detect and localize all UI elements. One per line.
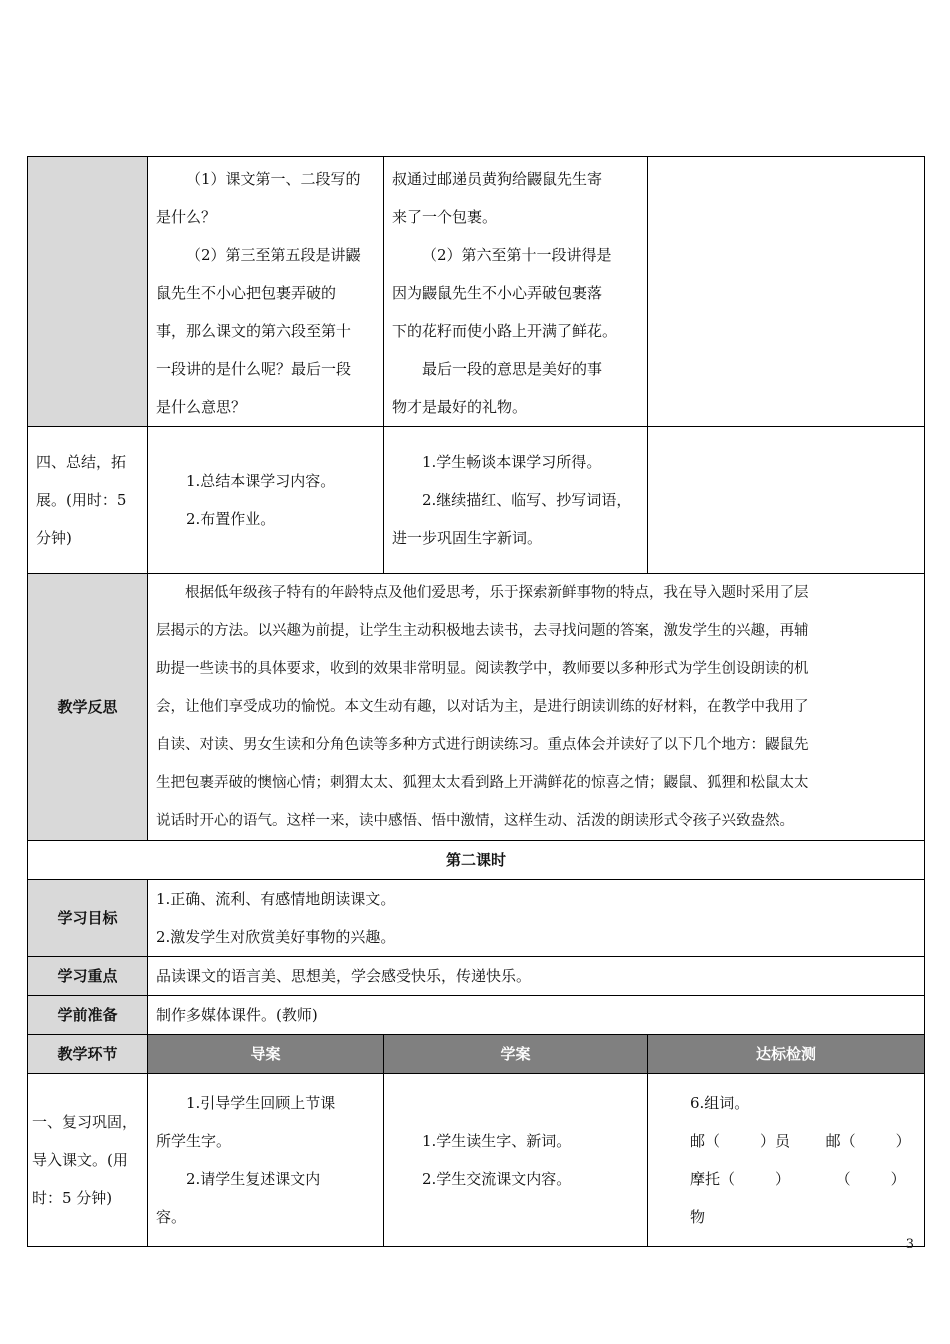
- fill-blank-line: [648, 1160, 924, 1236]
- table-row: [28, 427, 925, 574]
- text-line: 说话时开心的语气。这样一来，读中感悟、悟中激情，这样生动、活泼的朗读形式令孩子兴致盎然。: [156, 813, 794, 829]
- text-line: 制作多媒体课件。(教师): [156, 1006, 318, 1024]
- text-line: 是什么意思？: [156, 398, 247, 416]
- check-cell: [648, 1074, 925, 1247]
- table-row: [28, 957, 925, 996]
- text-line: 四、总结，拓: [36, 453, 127, 471]
- text-line: 是什么？: [156, 208, 217, 226]
- reflection-label: 教学反思: [28, 574, 148, 841]
- table-row: [28, 574, 925, 841]
- text-line: 会，让他们享受成功的愉悦。本文生动有趣，以对话为主，是进行朗读训练的好材料，在教学中我用了: [156, 699, 809, 715]
- text-line: 所学生字。: [156, 1132, 232, 1150]
- step-label-empty: [28, 157, 148, 427]
- text-line: 根据低年级孩子特有的年龄特点及他们爱思考，乐于探索新鲜事物的特点，我在导入题时采用了层: [185, 585, 809, 601]
- text-line: 2.继续描红、临写、抄写词语，: [422, 491, 632, 509]
- blank-suffix: ）: [775, 1170, 791, 1188]
- focus-cell: [148, 957, 925, 996]
- table-row: [28, 841, 925, 880]
- text-line: （2）第六至第十一段讲得是: [422, 246, 612, 264]
- text-line: 下的花籽而使小路上开满了鲜花。: [392, 322, 618, 340]
- study-cell: [384, 157, 648, 427]
- text-line: 2.激发学生对欣赏美好事物的兴趣。: [156, 928, 396, 946]
- blank-suffix: ）物: [690, 1170, 906, 1226]
- text-line: 一段讲的是什么呢？最后一段: [156, 360, 352, 378]
- blank-prefix: 邮（: [825, 1132, 856, 1150]
- blank-suffix: ）员: [760, 1132, 791, 1150]
- text-line: 1.正确、流利、有感情地朗读课文。: [156, 890, 396, 908]
- study-cell: [384, 427, 648, 574]
- text-line: 导入课文。(用: [32, 1151, 128, 1169]
- text-line: 展。(用时：5: [36, 491, 127, 509]
- text-line: 自读、对读、男女生读和分角色读等多种方式进行朗读练习。重点体会并读好了以下几个地方：鼹鼠先: [156, 737, 809, 753]
- text-line: 6.组词。: [690, 1094, 750, 1112]
- text-line: 层揭示的方法。以兴趣为前提，让学生主动积极地去读书，去寻找问题的答案，激发学生的兴趣，再辅: [156, 623, 809, 639]
- header-study: 学案: [384, 1035, 648, 1074]
- study-cell: [384, 1074, 648, 1247]
- text-line: 鼠先生不小心把包裹弄破的: [156, 284, 337, 302]
- blank-prefix: 邮（: [690, 1132, 721, 1150]
- step-label: [28, 1074, 148, 1247]
- goals-cell: [148, 880, 925, 957]
- section-title: 第二课时: [28, 841, 925, 880]
- text-line: 叔通过邮递员黄狗给鼹鼠先生寄: [392, 170, 603, 188]
- text-line: 助提一些读书的具体要求，收到的效果非常明显。阅读教学中，教师要以多种形式为学生创设朗读的机: [156, 661, 809, 677]
- check-cell: [648, 157, 925, 427]
- prep-label: 学前准备: [28, 996, 148, 1035]
- text-line: 事，那么课文的第六段至第十: [156, 322, 352, 340]
- text-line: 一、复习巩固，: [32, 1113, 138, 1131]
- prep-cell: [148, 996, 925, 1035]
- table-header-row: [28, 1035, 925, 1074]
- text-line: 进一步巩固生字新词。: [392, 529, 543, 547]
- header-check: 达标检测: [648, 1035, 925, 1074]
- page-number: 3: [905, 1237, 914, 1252]
- table-row: [28, 880, 925, 957]
- fill-blank-line: [648, 1122, 924, 1160]
- text-line: 时：5 分钟): [32, 1189, 113, 1207]
- check-cell: [648, 427, 925, 574]
- text-line: 最后一段的意思是美好的事: [422, 360, 603, 378]
- text-line: 1.学生畅谈本课学习所得。: [422, 453, 602, 471]
- guide-cell: [148, 157, 384, 427]
- text-line: 1.学生读生字、新词。: [422, 1132, 572, 1150]
- text-line: 1.引导学生回顾上节课: [186, 1094, 336, 1112]
- header-guide: 导案: [148, 1035, 384, 1074]
- blank-prefix: 摩托（: [690, 1170, 736, 1188]
- text-line: 来了一个包裹。: [392, 208, 498, 226]
- text-line: 分钟): [36, 529, 72, 547]
- text-line: 1.总结本课学习内容。: [186, 472, 336, 490]
- table-row: [28, 1074, 925, 1247]
- focus-label: 学习重点: [28, 957, 148, 996]
- reflection-text: [148, 574, 925, 841]
- text-line: 物才是最好的礼物。: [392, 398, 528, 416]
- text-line: 2.学生交流课文内容。: [422, 1170, 572, 1188]
- text-line: （1）课文第一、二段写的: [186, 170, 361, 188]
- blank-suffix: ）: [895, 1132, 911, 1150]
- text-line: （2）第三至第五段是讲鼹: [186, 246, 361, 264]
- text-line: 因为鼹鼠先生不小心弄破包裹落: [392, 284, 603, 302]
- text-line: 2.请学生复述课文内: [186, 1170, 321, 1188]
- step-label: [28, 427, 148, 574]
- blank-prefix: （: [835, 1170, 851, 1188]
- table-row: [28, 157, 925, 427]
- text-line: 容。: [156, 1208, 187, 1226]
- text-line: 2.布置作业。: [186, 510, 276, 528]
- lesson-plan-table: [27, 156, 925, 1247]
- text-line: 生把包裹弄破的懊恼心情；刺猬太太、狐狸太太看到路上开满鲜花的惊喜之情；鼹鼠、狐狸和松鼠太太: [156, 775, 809, 791]
- header-step: 教学环节: [28, 1035, 148, 1074]
- goals-label: 学习目标: [28, 880, 148, 957]
- text-line: 品读课文的语言美、思想美，学会感受快乐，传递快乐。: [156, 967, 532, 985]
- guide-cell: [148, 427, 384, 574]
- table-row: [28, 996, 925, 1035]
- guide-cell: [148, 1074, 384, 1247]
